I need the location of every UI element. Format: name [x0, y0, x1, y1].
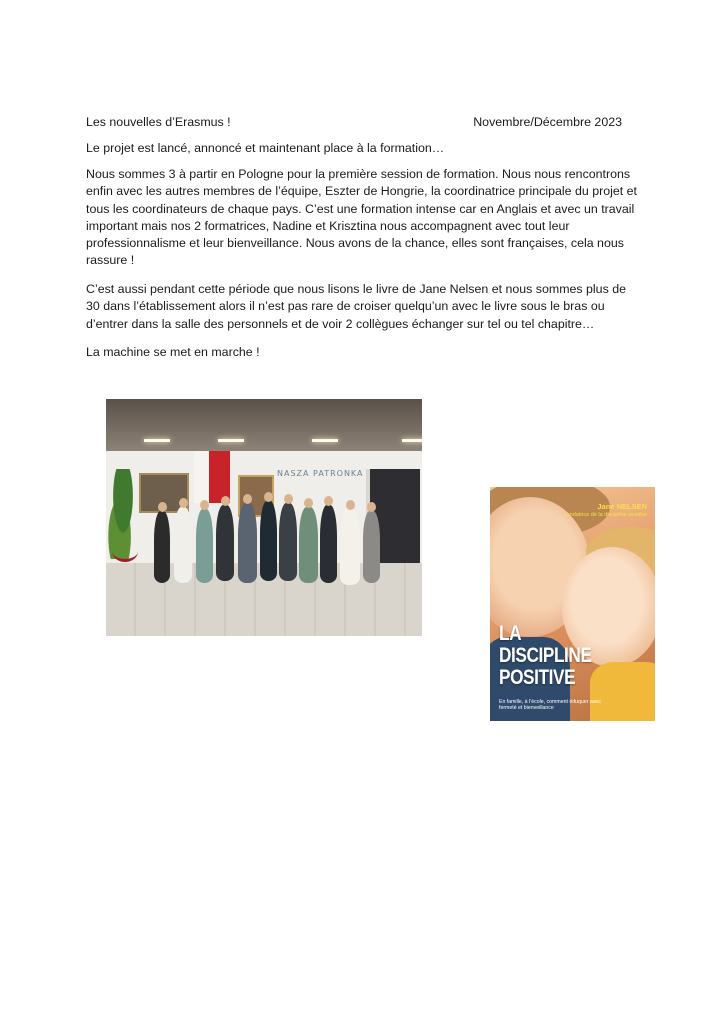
book-title-line: DISCIPLINE [499, 644, 592, 667]
book-cover-image [490, 487, 655, 721]
book-title [499, 623, 592, 689]
book-author-block [565, 503, 647, 518]
closing-paragraph: La machine se met en marche ! [86, 345, 260, 359]
newsletter-title: Les nouvelles d’Erasmus ! [86, 115, 231, 129]
book-title-line: POSITIVE [499, 666, 576, 689]
book-title-line: LA [499, 622, 522, 645]
book-author-note: fondatrice de la discipline positive [565, 511, 647, 518]
book-subtitle: En famille, à l’école, comment éduquer avec fermeté et bienveillance [499, 699, 601, 711]
book-author: Jane NELSEN [597, 502, 647, 511]
newsletter-date: Novembre/Décembre 2023 [473, 115, 622, 129]
intro-paragraph: Le projet est lancé, annoncé et maintenant place à la formation… [86, 141, 445, 155]
newsletter-header [86, 114, 622, 130]
book-paragraph: C’est aussi pendant cette période que nous lisons le livre de Jane Nelsen et nous sommes plus de 30 dans l’établissement alors il n’est pas rare de croiser quelqu’un avec le livre sous le bras ou d’entrer dans la salle des personnels et de voir 2 collègues échanger sur tel ou tel chapitre… [86, 282, 626, 331]
training-paragraph: Nous sommes 3 à partir en Pologne pour la première session de formation. Nous nous rencontrons enfin avec les autres membres de l’équipe, Eszter de Hongrie, la coordinatrice principale du projet et tous les coordinateurs de chaque pays. C’est une formation intense car en Anglais et avec un travail important mais nos 2 formatrices, Nadine et Krisztina nous accompagnent avec tout leur professionnalisme et leur bienveillance. Nous avons de la chance, elles sont françaises, cela nous rassure ! [86, 167, 637, 268]
photo-sign-text: NASZA PATRONKA [277, 469, 364, 478]
group-photo [106, 399, 422, 636]
